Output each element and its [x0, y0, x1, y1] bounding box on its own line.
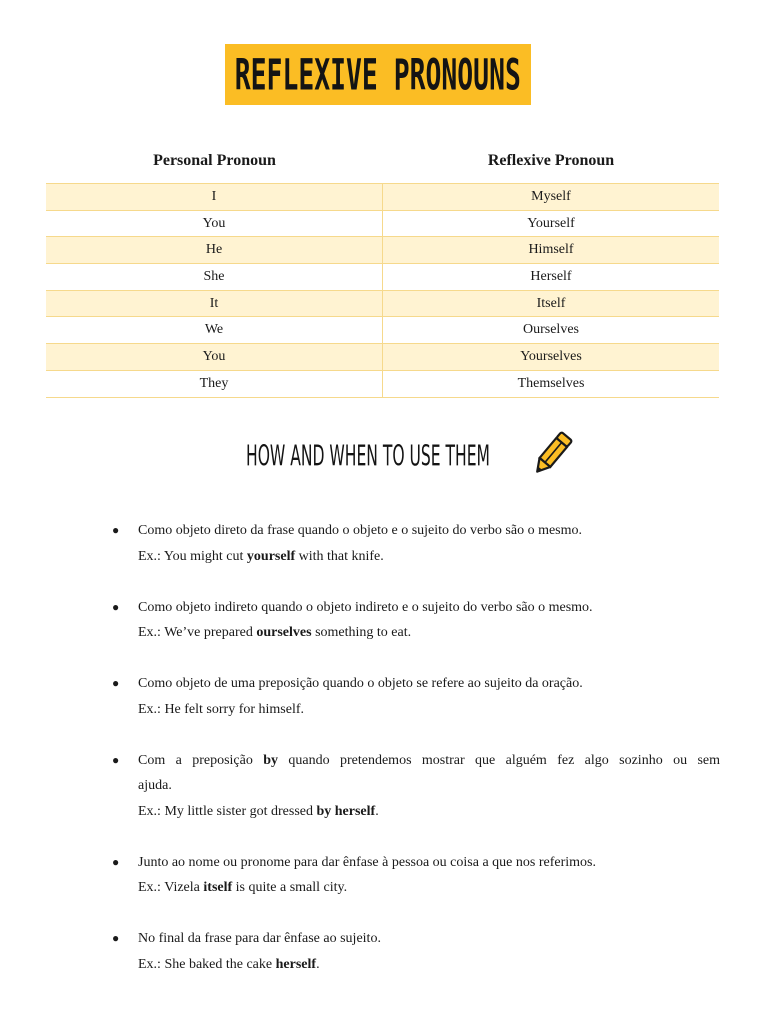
pencil-icon	[529, 428, 575, 480]
personal-pronoun-cell: We	[46, 317, 383, 344]
example-text: Ex.: We’ve prepared ourselves something to eat.	[138, 625, 412, 640]
bullet-icon: ●	[112, 676, 120, 690]
personal-pronoun-cell: You	[46, 344, 383, 371]
rule-text: No final da frase para dar ênfase ao sujeito.	[138, 931, 381, 946]
reflexive-pronoun-cell: Yourself	[383, 210, 720, 237]
header-personal-pronoun: Personal Pronoun	[153, 152, 276, 169]
personal-pronoun-cell: They	[46, 370, 383, 397]
example-text: Ex.: You might cut yourself with that knife.	[138, 548, 384, 564]
example-text: Ex.: My little sister got dressed by herself.	[138, 803, 379, 819]
list-item	[112, 671, 720, 722]
table-row	[46, 317, 719, 344]
table-row	[46, 264, 719, 291]
reflexive-pronoun-cell: Themselves	[383, 370, 720, 397]
rule-text: Com a preposição by quando pretendemos mostrar que alguém fez algo sozinho ou sem	[138, 752, 720, 768]
section-heading-text: HOW AND WHEN TO USE THEM	[246, 439, 490, 473]
title-banner	[225, 44, 531, 105]
personal-pronoun-cell: I	[46, 184, 383, 211]
list-item	[112, 595, 720, 646]
bullet-icon: ●	[112, 854, 120, 869]
table-row	[46, 370, 719, 397]
bullet-icon: ●	[112, 599, 120, 614]
table-row	[46, 344, 719, 371]
reflexive-pronoun-cell: Ourselves	[383, 317, 720, 344]
bullet-icon: ●	[112, 752, 120, 767]
section-heading	[246, 436, 516, 476]
rule-text-continued: ajuda.	[138, 778, 172, 793]
reflexive-pronoun-cell: Myself	[383, 184, 720, 211]
reflexive-pronoun-cell: Yourselves	[383, 344, 720, 371]
example-text: Ex.: She baked the cake herself.	[138, 956, 320, 972]
table-row	[46, 290, 719, 317]
rule-text: Como objeto direto da frase quando o objeto e o sujeito do verbo são o mesmo.	[138, 523, 583, 538]
list-item	[112, 748, 720, 825]
personal-pronoun-cell: She	[46, 264, 383, 291]
usage-list	[112, 518, 720, 1003]
example-text: Ex.: Vizela itself is quite a small city.	[138, 880, 348, 895]
example-text: Ex.: He felt sorry for himself.	[138, 701, 305, 717]
list-item	[112, 518, 720, 569]
rule-text: Como objeto de uma preposição quando o objeto se refere ao sujeito da oração.	[138, 676, 583, 691]
list-item	[112, 850, 720, 901]
reflexive-pronoun-cell: Herself	[383, 264, 720, 291]
page-title: REFLEXIVE PRONOUNS	[234, 49, 522, 100]
personal-pronoun-cell: It	[46, 290, 383, 317]
table-row	[46, 237, 719, 264]
reflexive-pronoun-cell: Itself	[383, 290, 720, 317]
personal-pronoun-cell: You	[46, 210, 383, 237]
bullet-icon: ●	[112, 523, 120, 537]
table-row	[46, 184, 719, 211]
personal-pronoun-cell: He	[46, 237, 383, 264]
header-reflexive-pronoun: Reflexive Pronoun	[487, 152, 615, 169]
reflexive-pronoun-cell: Himself	[383, 237, 720, 264]
bullet-icon: ●	[112, 931, 120, 945]
rule-text: Junto ao nome ou pronome para dar ênfase à pessoa ou coisa a que nos referimos.	[138, 854, 596, 870]
list-item	[112, 926, 720, 977]
rule-text: Como objeto indireto quando o objeto indireto e o sujeito do verbo são o mesmo.	[138, 599, 593, 615]
table-row	[46, 210, 719, 237]
pronoun-table	[46, 183, 719, 398]
